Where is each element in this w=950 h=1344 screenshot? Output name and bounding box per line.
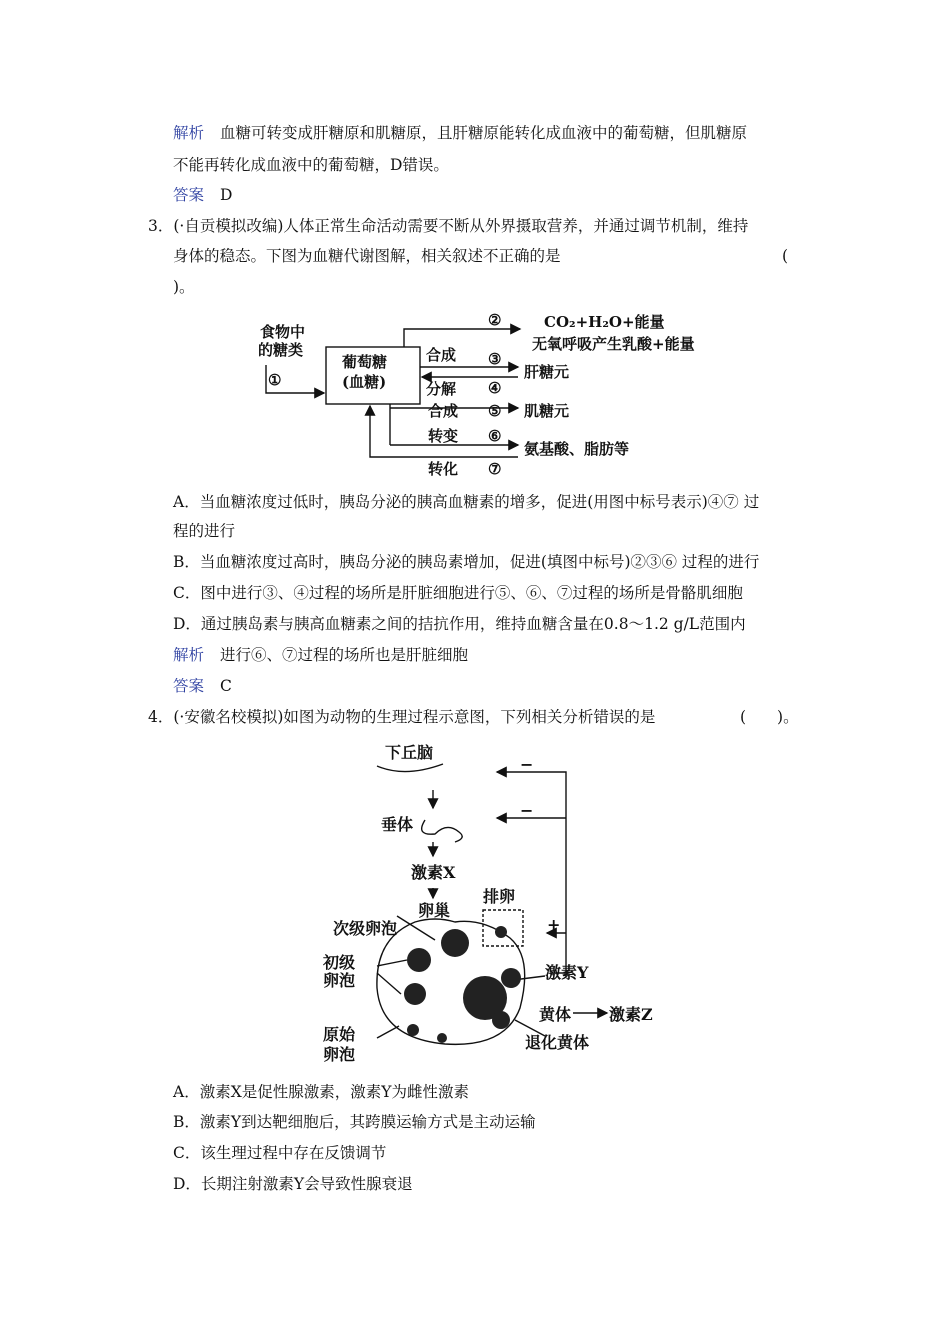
option-d: D．长期注射激素Y会导致性腺衰退	[173, 1175, 413, 1193]
feedback-minus-2: −	[520, 801, 534, 820]
analysis-text: 血糖可转变成肝糖原和肌糖原，且肝糖原能转化成血液中的葡萄糖，但肌糖原	[220, 124, 748, 142]
primordial-follicle-label-cont: 卵泡	[323, 1045, 356, 1064]
question-3-stem: 3．(·自贡模拟改编)人体正常生命活动需要不断从外界摄取营养，并通过调节机制，维持	[148, 217, 749, 235]
blood-sugar-label: (血糖)	[342, 373, 387, 391]
option-b: B．当血糖浓度过高时，胰岛分泌的胰岛素增加，促进(填图中标号)②③⑥ 过程的进行	[173, 553, 760, 571]
food-label-cont: 的糖类	[258, 341, 304, 359]
analysis-line	[173, 123, 747, 143]
option-c: C．图中进行③、④过程的场所是肝脏细胞进行⑤、⑥、⑦过程的场所是骨骼肌细胞	[173, 584, 743, 602]
answer-line	[173, 185, 232, 205]
step-4: ④	[488, 379, 502, 397]
answer-paren-close: )。	[173, 278, 195, 296]
answer-paren: ( )。	[740, 708, 799, 726]
liver-glycogen: 肝糖元	[524, 363, 570, 381]
step-2: ②	[488, 311, 502, 329]
hormone-x-label: 激素X	[411, 863, 456, 882]
hormone-z-label: 激素Z	[609, 1005, 653, 1024]
aerobic-output: CO₂+H₂O+能量	[544, 313, 665, 331]
answer-value: C	[220, 677, 232, 695]
ovary-hormone-diagram	[315, 738, 665, 1068]
muscle-glycogen: 肌糖元	[524, 402, 570, 420]
primordial-follicle-label: 原始	[323, 1025, 356, 1044]
feedback-minus-1: −	[520, 755, 534, 774]
primary-follicle-label: 初级	[323, 953, 356, 972]
secondary-follicle-label: 次级卵泡	[333, 919, 398, 938]
question-3-stem-cont: 身体的稳态。下图为血糖代谢图解，相关叙述不正确的是	[173, 247, 561, 265]
hypothalamus-label: 下丘脑	[385, 743, 434, 762]
step-1: ①	[268, 371, 282, 389]
analysis-label: 解析	[173, 124, 205, 142]
step-5: ⑤	[488, 402, 502, 420]
step-3: ③	[488, 350, 502, 368]
pituitary-label: 垂体	[381, 815, 414, 834]
ovulation-label: 排卵	[483, 887, 516, 906]
amino-acids-fats: 氨基酸、脂肪等	[524, 440, 630, 458]
option-a: A．当血糖浓度过低时，胰岛分泌的胰高血糖素的增多，促进(用图中标号表示)④⑦ 过	[173, 493, 760, 511]
question-4-stem: 4．(·安徽名校模拟)如图为动物的生理过程示意图，下列相关分析错误的是	[148, 708, 656, 726]
option-d: D．通过胰岛素与胰高血糖素之间的拮抗作用，维持血糖含量在0.8～1.2 g/L范围内	[173, 615, 746, 633]
step-6: ⑥	[488, 427, 502, 445]
analysis-label: 解析	[173, 646, 205, 664]
answer-paren-open: (	[782, 247, 789, 265]
primary-follicle-label-cont: 卵泡	[323, 971, 356, 990]
glucose-label: 葡萄糖	[342, 353, 388, 371]
synthesis-label: 合成	[426, 346, 457, 364]
conversion-label: 转变	[428, 427, 459, 445]
blood-sugar-diagram	[250, 305, 740, 490]
answer-line	[173, 676, 232, 696]
decomposition-label: 分解	[426, 380, 457, 398]
option-b: B．激素Y到达靶细胞后，其跨膜运输方式是主动运输	[173, 1113, 536, 1131]
synthesis-label-2: 合成	[428, 402, 459, 420]
analysis-text: 进行⑥、⑦过程的场所也是肝脏细胞	[220, 646, 469, 664]
hormone-y-label: 激素Y	[545, 963, 589, 982]
option-a: A．激素X是促性腺激素，激素Y为雌性激素	[173, 1083, 469, 1101]
step-7: ⑦	[488, 460, 502, 478]
answer-label: 答案	[173, 677, 205, 695]
conversion-label-2: 转化	[428, 460, 459, 478]
analysis-line	[173, 645, 468, 665]
option-c: C．该生理过程中存在反馈调节	[173, 1144, 387, 1162]
food-label: 食物中	[260, 323, 306, 341]
answer-value: D	[220, 186, 233, 204]
corpus-luteum-label: 黄体	[539, 1005, 572, 1024]
ovary-label: 卵巢	[418, 901, 451, 920]
regressed-corpus-luteum-label: 退化黄体	[525, 1033, 590, 1052]
anaerobic-output: 无氧呼吸产生乳酸+能量	[532, 335, 695, 353]
answer-label: 答案	[173, 186, 205, 204]
feedback-plus: +	[547, 915, 561, 934]
analysis-text-cont: 不能再转化成血液中的葡萄糖，D错误。	[173, 156, 449, 174]
option-a-cont: 程的进行	[173, 522, 236, 540]
